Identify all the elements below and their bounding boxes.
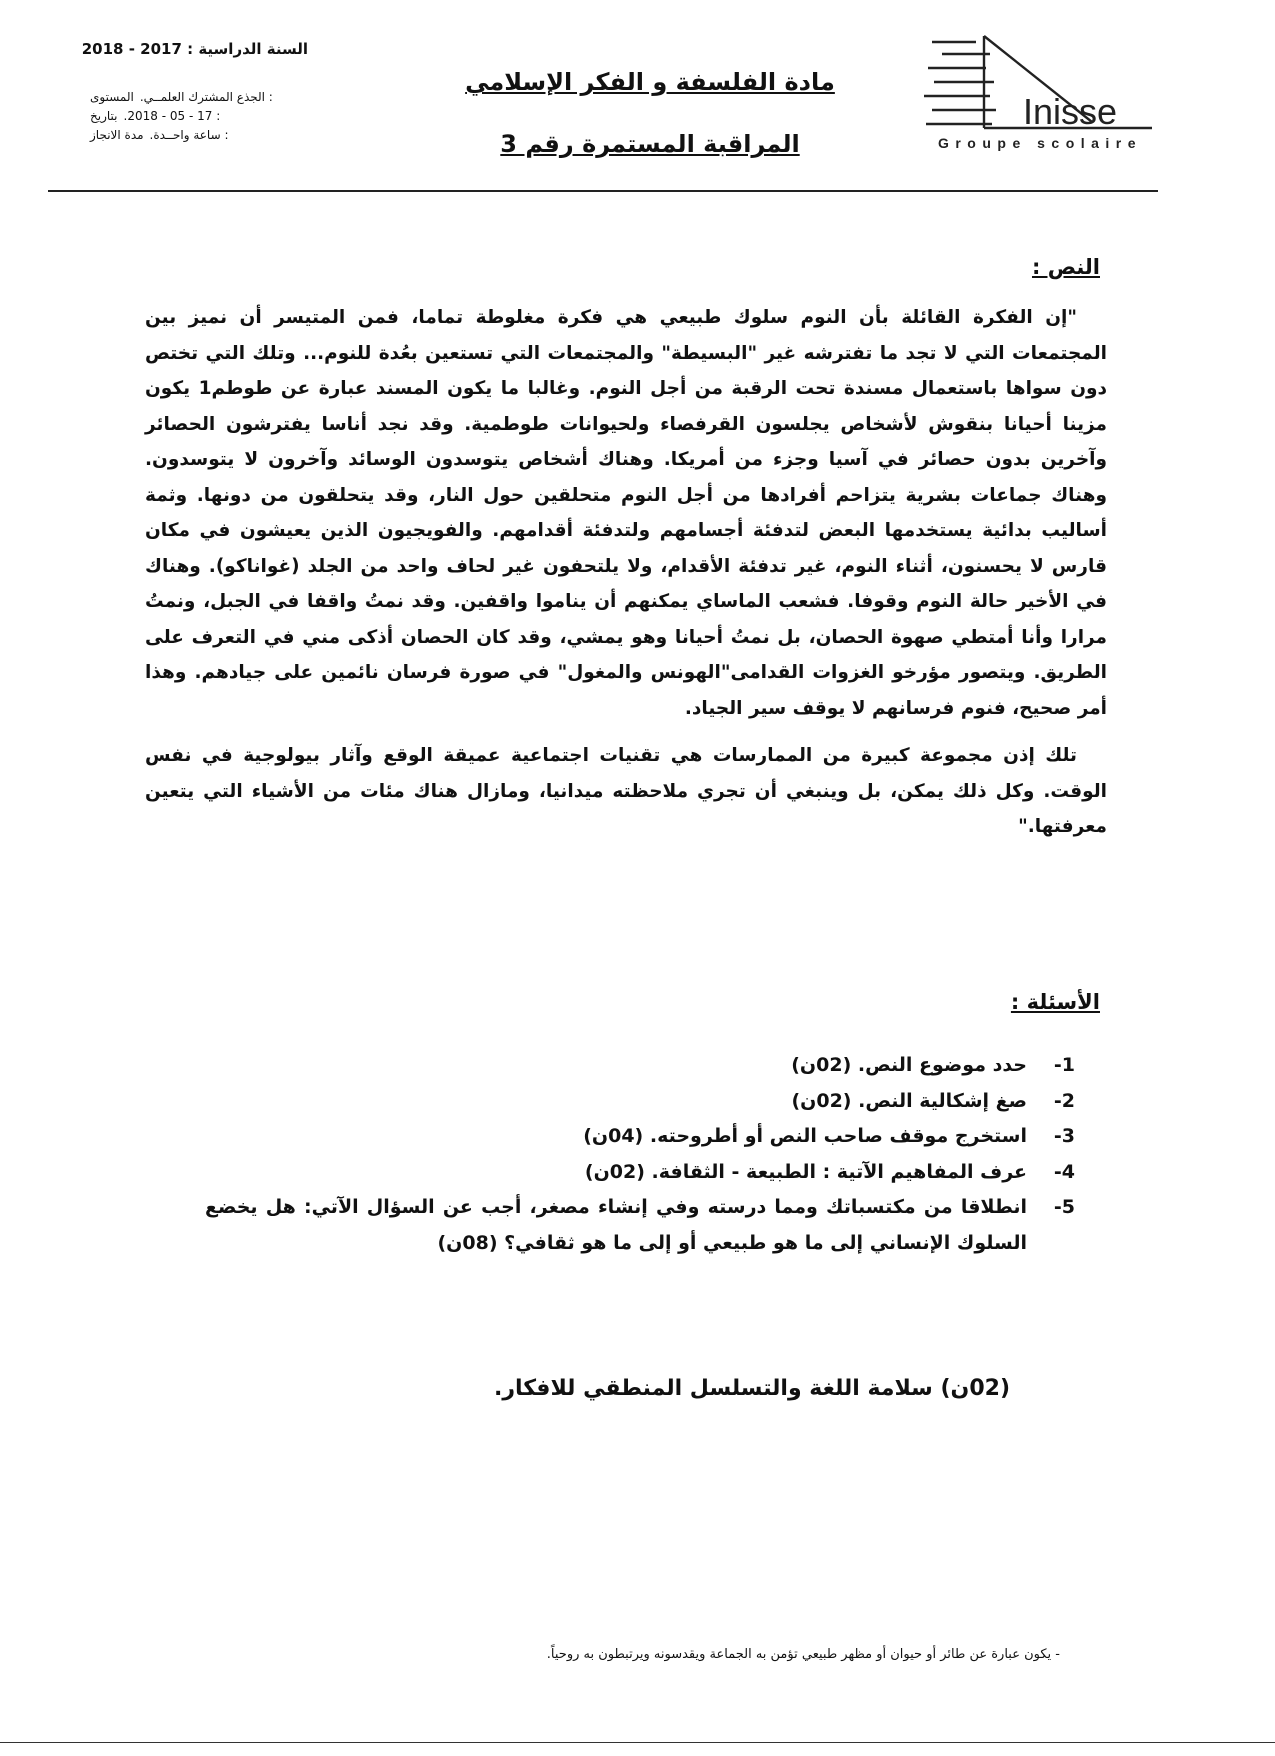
question-text: عرف المفاهيم الآتية : الطبيعة - الثقافة. (02ن) [584,1160,1027,1183]
school-year: السنة الدراسية : 2017 - 2018 [81,40,308,58]
logo-name: Inisse [1022,91,1118,132]
date-label: بتاريخ [90,109,118,123]
question-text: صغ إشكالية النص. (02ن) [791,1089,1027,1112]
school-logo [920,30,1160,170]
question-number: -3 [1053,1125,1075,1147]
subject-title: مادة الفلسفة و الفكر الإسلامي [465,68,835,96]
duration-value: : ساعة واحــدة. [149,128,229,142]
footnote: - يكون عبارة عن طائر أو حيوان أو مظهر طبيعي تؤمن به الجماعة ويقدسونه ويرتبطون به روحياً. [546,1647,1060,1662]
footer-divider [0,1742,1275,1743]
date-row [90,107,340,126]
level-label: المستوى [90,90,134,104]
duration-label: مدة الانجاز [90,128,144,142]
language-note: (02ن) سلامة اللغة والتسلسل المنطقي للافكار. [493,1376,1010,1401]
question-number: -2 [1053,1089,1075,1112]
logo-tagline: Groupe scolaire [937,135,1143,151]
question-number: -5 [1053,1196,1075,1218]
duration-row [90,126,340,145]
passage-paragraph-1: "إن الفكرة القائلة بأن النوم سلوك طبيعي هي فكرة مغلوطة تماما، فمن المتيسر أن نميز بين المجتمعات التي لا تجد ما تفترشه غير "البسيطة" والمجتمعات التي تستعين بعُدة للنوم... وتلك التي تختص دون سواها باستعمال مسندة تحت الرقبة من أجل النوم. وغالبا ما يكون المسند عبارة عن طوطم1 يكون مزينا أحيانا بنقوش لأشخاص يجلسون القرفصاء ولحيوانات طوطمية. وقد نجد أناسا يفترشون الحصائر وآخرين بدون حصائر في آسيا وجزء من أمريكا. وهناك أشخاص يتوسدون الوسائد وآخرون لا يتوسدون. وهناك جماعات بشرية يتزاحم أفرادها من أجل النوم متحلقين حول النار، وقد يتحلقون من دونها. وثمة أساليب بدائية يستخدمها البعض لتدفئة أجسامهم ولتدفئة أقدامهم. والفويجيون الذين يعيشون في مكان قارس لا يحسنون، أثناء النوم، غير تدفئة الأقدام، ولا يلتحفون غير لحاف واحد من الجلد (غواناكو). وهناك في الأخير حالة النوم وقوفا. فشعب الماساي يمكنهم أن يناموا واقفين. وقد نمتُ واقفا في الجبل، ونمتُ مرارا وأنا أمتطي صهوة الحصان، بل نمتُ أحيانا وهو يمشي، وقد كان الحصان أذكى مني في التعرف على الطريق. ويتصور مؤرخو الغزوات القدامى"الهونس والمغول" في صورة فرسان نائمين على جيادهم. وهذا أمر صحيح، فنوم فرسانهم لا يوقف سير الجياد. [145,307,1107,719]
passage [145,300,1107,845]
exam-title: المراقبة المستمرة رقم 3 [500,130,800,158]
text-heading: النص : [1031,255,1100,279]
question-text: حدد موضوع النص. (02ن) [791,1054,1027,1076]
level-row [90,88,340,107]
question-item [205,1084,1075,1120]
question-item [205,1155,1075,1191]
question-item [205,1048,1075,1084]
questions-heading: الأسئلة : [1010,990,1100,1014]
passage-paragraph-2: تلك إذن مجموعة كبيرة من الممارسات هي تقنيات اجتماعية عميقة الوقع وآثار بيولوجية في نفس الوقت. وكل ذلك يمكن، بل وينبغي أن تجري ملاحظته ميدانيا، ومازال هناك مئات من الأشياء التي يتعين معرفتها." [145,745,1107,837]
questions-list [205,1048,1075,1261]
question-number: -1 [1053,1054,1075,1076]
question-number: -4 [1053,1160,1075,1183]
date-value: : 17 - 05 - 2018. [123,109,221,123]
level-value: : الجذع المشترك العلمــي. [139,90,273,104]
question-text: انطلاقا من مكتسباتك ومما درسته وفي إنشاء مصغر، أجب عن السؤال الآتي: هل يخضع السلوك الإنساني إلى ما هو طبيعي أو إلى ما هو ثقافي؟ (08ن) [205,1196,1027,1254]
question-text: استخرج موقف صاحب النص أو أطروحته. (04ن) [583,1125,1027,1147]
question-item [205,1190,1075,1261]
header-divider [48,190,1158,192]
exam-info [90,88,340,145]
question-item [205,1119,1075,1155]
